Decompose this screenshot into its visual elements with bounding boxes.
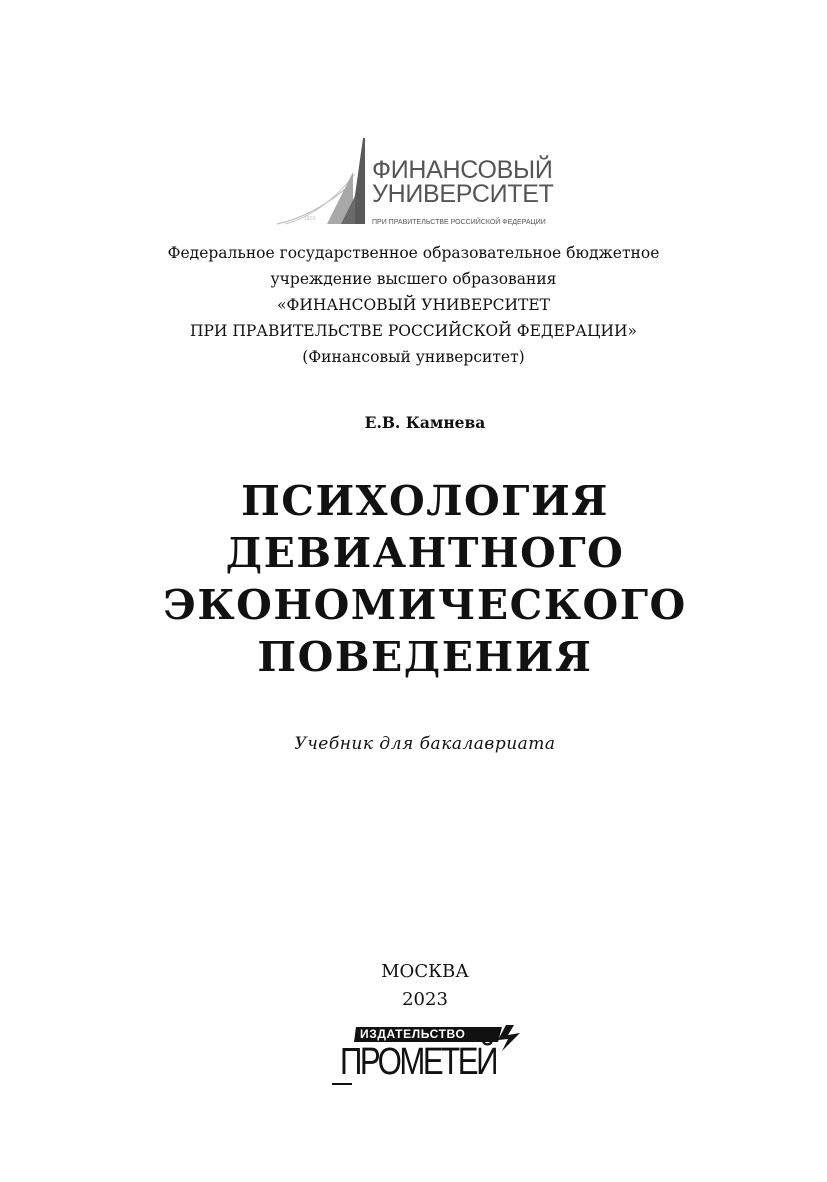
institution-line: ПРИ ПРАВИТЕЛЬСТВЕ РОССИЙСКОЙ ФЕДЕРАЦИИ» (189, 322, 638, 340)
publication-year: 2023 (402, 989, 448, 1010)
publisher-logo-name: ПРОМЕТЕЙ (340, 1041, 497, 1083)
publisher-logo (330, 1025, 526, 1087)
author-name: Е.В. Камнева (364, 413, 486, 432)
publisher-logo-top: ИЗДАТЕЛЬСТВО (360, 1027, 466, 1041)
university-logo (275, 136, 575, 228)
institution-line: Федеральное государственное образовательное бюджетное (167, 244, 660, 262)
institution-line: учреждение высшего образования (270, 270, 557, 288)
institution-block (0, 240, 827, 370)
book-title (0, 475, 827, 683)
book-title-line: ДЕВИАНТНОГО (225, 529, 625, 577)
book-subtitle: Учебник для бакалавриата (294, 734, 556, 754)
imprint (0, 958, 827, 1014)
city: МОСКВА (381, 961, 469, 982)
institution-line: (Финансовый университет) (302, 348, 525, 366)
book-title-line: ЭКОНОМИЧЕСКОГО (163, 581, 687, 629)
university-logo-year: 1919 (304, 216, 316, 222)
book-title-line: ПОВЕДЕНИЯ (257, 633, 593, 681)
university-logo-subtitle: ПРИ ПРАВИТЕЛЬСТВЕ РОССИЙСКОЙ ФЕДЕРАЦИИ (372, 219, 546, 226)
institution-line: «ФИНАНСОВЫЙ УНИВЕРСИТЕТ (276, 296, 551, 314)
book-title-line: ПСИХОЛОГИЯ (241, 477, 609, 525)
university-logo-name: ФИНАНСОВЫЙ УНИВЕРСИТЕТ (372, 156, 554, 208)
